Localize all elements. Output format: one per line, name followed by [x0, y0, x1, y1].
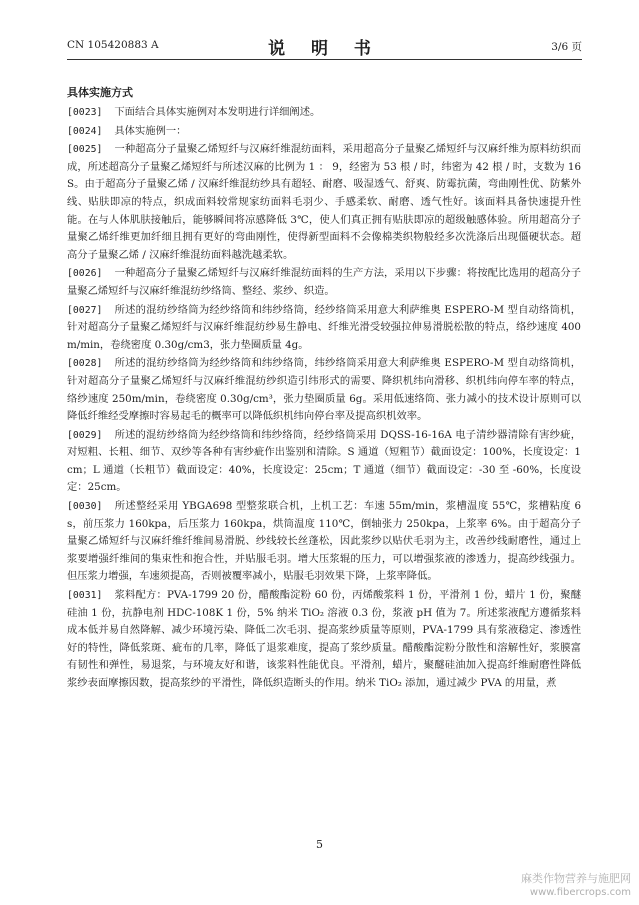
paragraph	[67, 141, 581, 264]
section-title: 具体实施方式	[67, 86, 133, 99]
document-title: 说 明 书	[268, 39, 381, 59]
paragraph-text: 具体实施例一：	[114, 124, 187, 137]
page-number: 5	[316, 838, 323, 851]
paragraph-number: [0024]	[67, 125, 103, 137]
paragraph-number: [0023]	[67, 107, 103, 118]
paragraph	[67, 104, 581, 122]
watermark-url: www.fibercrops.com	[529, 887, 631, 898]
paragraph-list	[67, 104, 581, 693]
patent-number: CN 105420883 A	[67, 39, 159, 51]
paragraph-text: 所述的混纺纱络筒为经纱络筒和纬纱络筒，经纱络筒采用意大利萨维奥 ESPERO-M 型自动络筒机，针对超高分子量聚乙烯短纤与汉麻纤维混纺纱易生静电、纤维光滑受较强拉伸易滑脱松散的特点，络纱速度 400m/min，卷绕密度 0.30g/cm3，张力垫圈质量 4g。	[67, 303, 581, 351]
page-header	[67, 36, 582, 59]
paragraph-number: [0027]	[67, 304, 103, 316]
document-body	[67, 84, 581, 694]
paragraph	[67, 587, 581, 693]
paragraph-text: 一种超高分子量聚乙烯短纤与汉麻纤维混纺面料，采用超高分子量聚乙烯短纤与汉麻纤维为原料纺织而成，所述超高分子量聚乙烯短纤与所述汉麻的比例为 1 ： 9，经密为 53 根 / 时，纬密为 42 根 / 时，支数为 16S。由于超高分子量聚乙烯 / 汉麻纤维混纺纱具有超轻、耐磨、吸湿透气、舒爽、防霉抗菌，弯曲刚性优、防紫外线、贴肤即凉的特点，织成面料较常规家纺面料毛羽少、手感柔软、耐磨、透气性好。该面料具备快速提升性能。在与人体肌肤接触后，能够瞬间将凉感降低 3℃，使人们真正拥有贴肤即凉的超级触感体验。所用超高分子量聚乙烯纤维更加纤细且拥有更好的弯曲刚性，使得新型面料不会像棉类织物般经多次洗涤后出现僵硬状态。超高分子量聚乙烯 / 汉麻纤维混纺面料越洗越柔软。	[67, 143, 581, 261]
paragraph-text: 所述整经采用 YBGA698 型整浆联合机，上机工艺：车速 55m/min，浆槽温度 55℃，浆槽粘度 6s，前压浆力 160kpa，后压浆力 160kpa，烘筒温度 110℃，倒轴张力 250kpa，上浆率 6%。由于超高分子量聚乙烯短纤与汉麻纤维纤维间易滑脱、纱线较长丝蓬松，因此浆纱以贴伏毛羽为主，改善纱线耐磨性，通过上浆要增强纤维间的集束性和抱合性，并贴服毛羽。增大压浆辊的压力，可以增强浆液的渗透力，提高纱线强力。但压浆力增强，车速须提高，否则被覆率减小，贴服毛羽效果下降，上浆率降低。	[67, 500, 581, 583]
paragraph-number: [0031]	[67, 590, 103, 602]
paragraph-text: 一种超高分子量聚乙烯短纤与汉麻纤维混纺面料的生产方法，采用以下步骤：将按配比选用的超高分子量聚乙烯短纤与汉麻纤维混纺纱络筒、整经、浆纱、织造。	[67, 267, 581, 297]
paragraph-number: [0030]	[67, 501, 103, 513]
header-rule	[67, 59, 582, 60]
paragraph	[67, 498, 581, 586]
paragraph-number: [0029]	[67, 429, 103, 441]
paragraph-number: [0025]	[67, 144, 103, 156]
paragraph-text: 所述的混纺纱络筒为经纱络筒和纬纱络筒，纬纱络筒采用意大利萨维奥 ESPERO-M 型自动络筒机，针对超高分子量聚乙烯短纤与汉麻纤维混纺纱织造引纬形式的需要、降织机纬向滑移、织机纬向停车率的特点，络纱速度 250m/min，卷绕密度 0.30g/cm³，张力垫圈质量 6g。采用低速络筒、张力减小的技术设计原则可以降低纤维经受摩擦时容易起毛的概率可以降低织机纬向停台率及提高织机效率。	[67, 357, 581, 423]
paragraph-text: 下面结合具体实施例对本发明进行详细阐述。	[114, 106, 321, 118]
paragraph-number: [0026]	[67, 268, 103, 280]
watermark	[521, 872, 631, 900]
paragraph	[67, 265, 581, 300]
paragraph-text: 浆料配方：PVA-1799 20 份，醋酸酯淀粉 60 份，丙烯酸浆料 1 份，平滑剂 1 份，蜡片 1 份，聚醚硅油 1 份，抗静电剂 HDC-108K 1 份，5% 纳米 TiO₂ 溶液 0.3 份，浆液 pH 值为 7。所述浆液配方遵循浆料成本低并易自然降解、减少环境污染、降低二次毛羽、提高浆纱质量等原则，PVA-1799 具有浆液稳定、渗透性好的特性，降低浆斑、疵布的几率，降低了退浆难度，提高了浆纱质量。醋酸酯淀粉分散性和溶解性好，浆膜富有韧性和弹性，易退浆，与环境友好和谐，该浆料性能优良。平滑剂，蜡片，聚醚硅油加入提高纤维耐磨性降低浆纱表面摩擦因数，提高浆纱的平滑性，降低织造断头的作用。纳米 TiO₂ 添加，通过减少 PVA 的用量，煮	[67, 589, 581, 689]
paragraph	[67, 123, 581, 141]
watermark-site-name: 麻类作物营养与施肥网	[521, 872, 631, 885]
paragraph	[67, 355, 581, 425]
page-indicator: 3/6 页	[551, 41, 582, 53]
paragraph	[67, 427, 581, 497]
paragraph	[67, 302, 581, 355]
paragraph-text: 所述的混纺纱络筒为经纱络筒和纬纱络筒，经纱络筒采用 DQSS-16-16A 电子清纱器清除有害纱疵，对短粗、长粗、细节、双纱等各种有害纱疵作出鉴别和清除。S 通道（短粗节）截面设定：100%，长度设定：1cm；L 通道（长粗节）截面设定：40%，长度设定：25cm；T 通道（细节）截面设定：-30 至 -60%，长度设定：25cm。	[67, 428, 581, 494]
paragraph-number: [0028]	[67, 358, 103, 370]
